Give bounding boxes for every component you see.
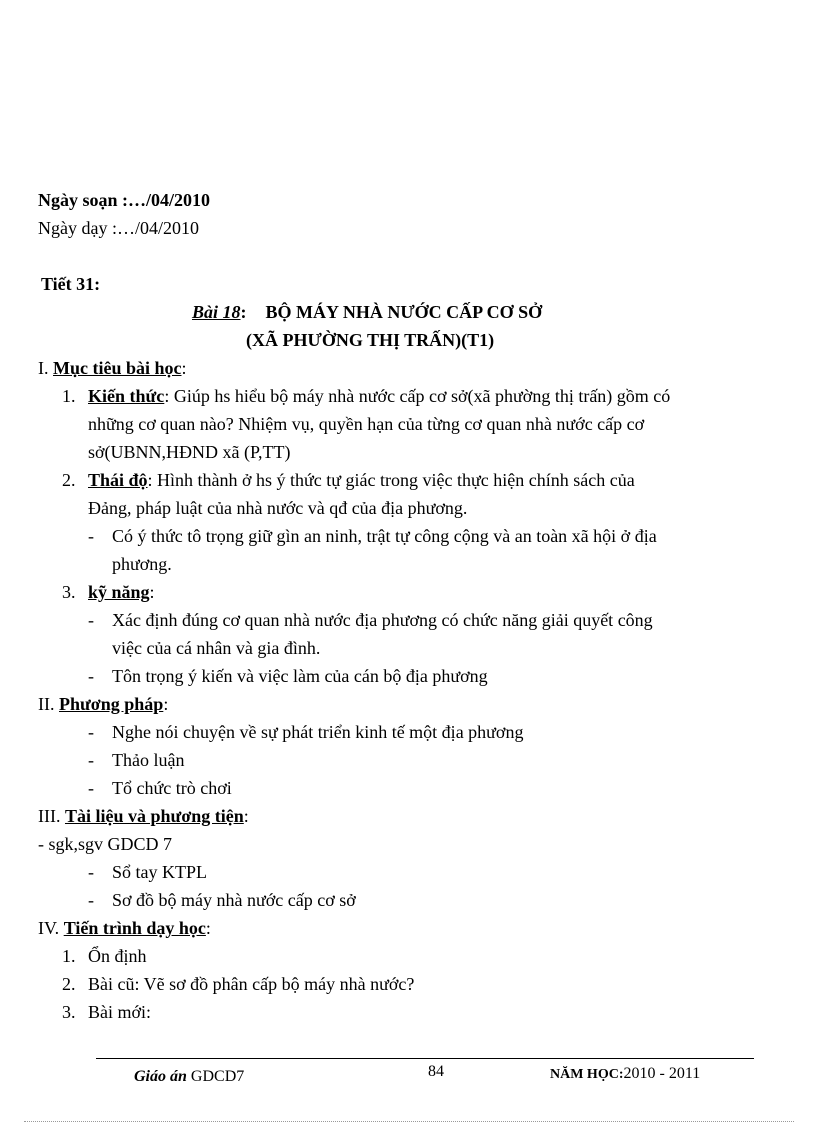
page-number: 84 [428, 1063, 444, 1080]
list-item: 2. Thái độ: Hình thành ở hs ý thức tự giác trong việc thực hiện chính sách của [62, 470, 635, 490]
lesson-period: Tiết 31: [41, 274, 101, 294]
lesson-title-text: BỘ MÁY NHÀ NƯỚC CẤP CƠ SỞ [265, 302, 543, 322]
page-bottom-border [24, 1121, 794, 1122]
list-item: 1. Kiến thức: Giúp hs hiểu bộ máy nhà nước cấp cơ sở(xã phường thị trấn) gồm có [62, 386, 671, 406]
list-item: 1. Ổn định [62, 946, 147, 966]
footer-left [134, 1067, 244, 1087]
teaching-date: Ngày dạy :…/04/2010 [38, 218, 199, 238]
text-line: việc của cá nhân và gia đình. [112, 638, 321, 658]
footer-right [550, 1064, 700, 1085]
lesson-number: Bài 18 [192, 302, 241, 322]
footer-divider [96, 1058, 754, 1059]
section-2-heading: II. Phương pháp: [38, 694, 169, 714]
section-1-heading: I. Mục tiêu bài học: [38, 358, 187, 378]
lesson-subtitle: (XÃ PHƯỜNG THỊ TRẤN)(T1) [246, 330, 495, 350]
section-3-heading: III. Tài liệu và phương tiện: [38, 806, 249, 826]
text-line: - sgk,sgv GDCD 7 [38, 834, 173, 854]
text-line: sở(UBNN,HĐND xã (P,TT) [88, 442, 291, 462]
list-item: 3. Bài mới: [62, 1002, 152, 1022]
lesson-title: Bài 18: BỘ MÁY NHÀ NƯỚC CẤP CƠ SỞ [192, 302, 543, 322]
list-item: 2. Bài cũ: Vẽ sơ đồ phân cấp bộ máy nhà nước? [62, 974, 415, 994]
footer-subject: GDCD7 [190, 1068, 245, 1085]
text-line: Đảng, pháp luật của nhà nước và qđ của địa phương. [88, 498, 468, 518]
list-item: 3. kỹ năng: [62, 582, 155, 602]
text-line: những cơ quan nào? Nhiệm vụ, quyền hạn của từng cơ quan nhà nước cấp cơ [88, 414, 645, 434]
prep-date: Ngày soạn :…/04/2010 [38, 190, 211, 210]
bullet-item: - Sơ đồ bộ máy nhà nước cấp cơ sở [88, 890, 356, 910]
bullet-item: - Nghe nói chuyện về sự phát triển kinh tế một địa phương [88, 722, 524, 742]
footer-year-label: NĂM HỌC: [550, 1067, 624, 1082]
bullet-item: - Có ý thức tô trọng giữ gìn an ninh, trật tự công cộng và an toàn xã hội ở địa [88, 526, 657, 546]
text-line: phương. [112, 554, 172, 574]
bullet-item: - Xác định đúng cơ quan nhà nước địa phương có chức năng giải quyết công [88, 610, 653, 630]
bullet-item: - Tôn trọng ý kiến và việc làm của cán bộ địa phương [88, 666, 488, 686]
section-4-heading: IV. Tiến trình dạy học: [38, 918, 211, 938]
bullet-item: - Tổ chức trò chơi [88, 778, 232, 798]
footer-year-value: 2010 - 2011 [623, 1065, 701, 1082]
bullet-item: - Sổ tay KTPL [88, 862, 208, 882]
bullet-item: - Thảo luận [88, 750, 185, 770]
footer-giao-an: Giáo án [134, 1068, 187, 1085]
